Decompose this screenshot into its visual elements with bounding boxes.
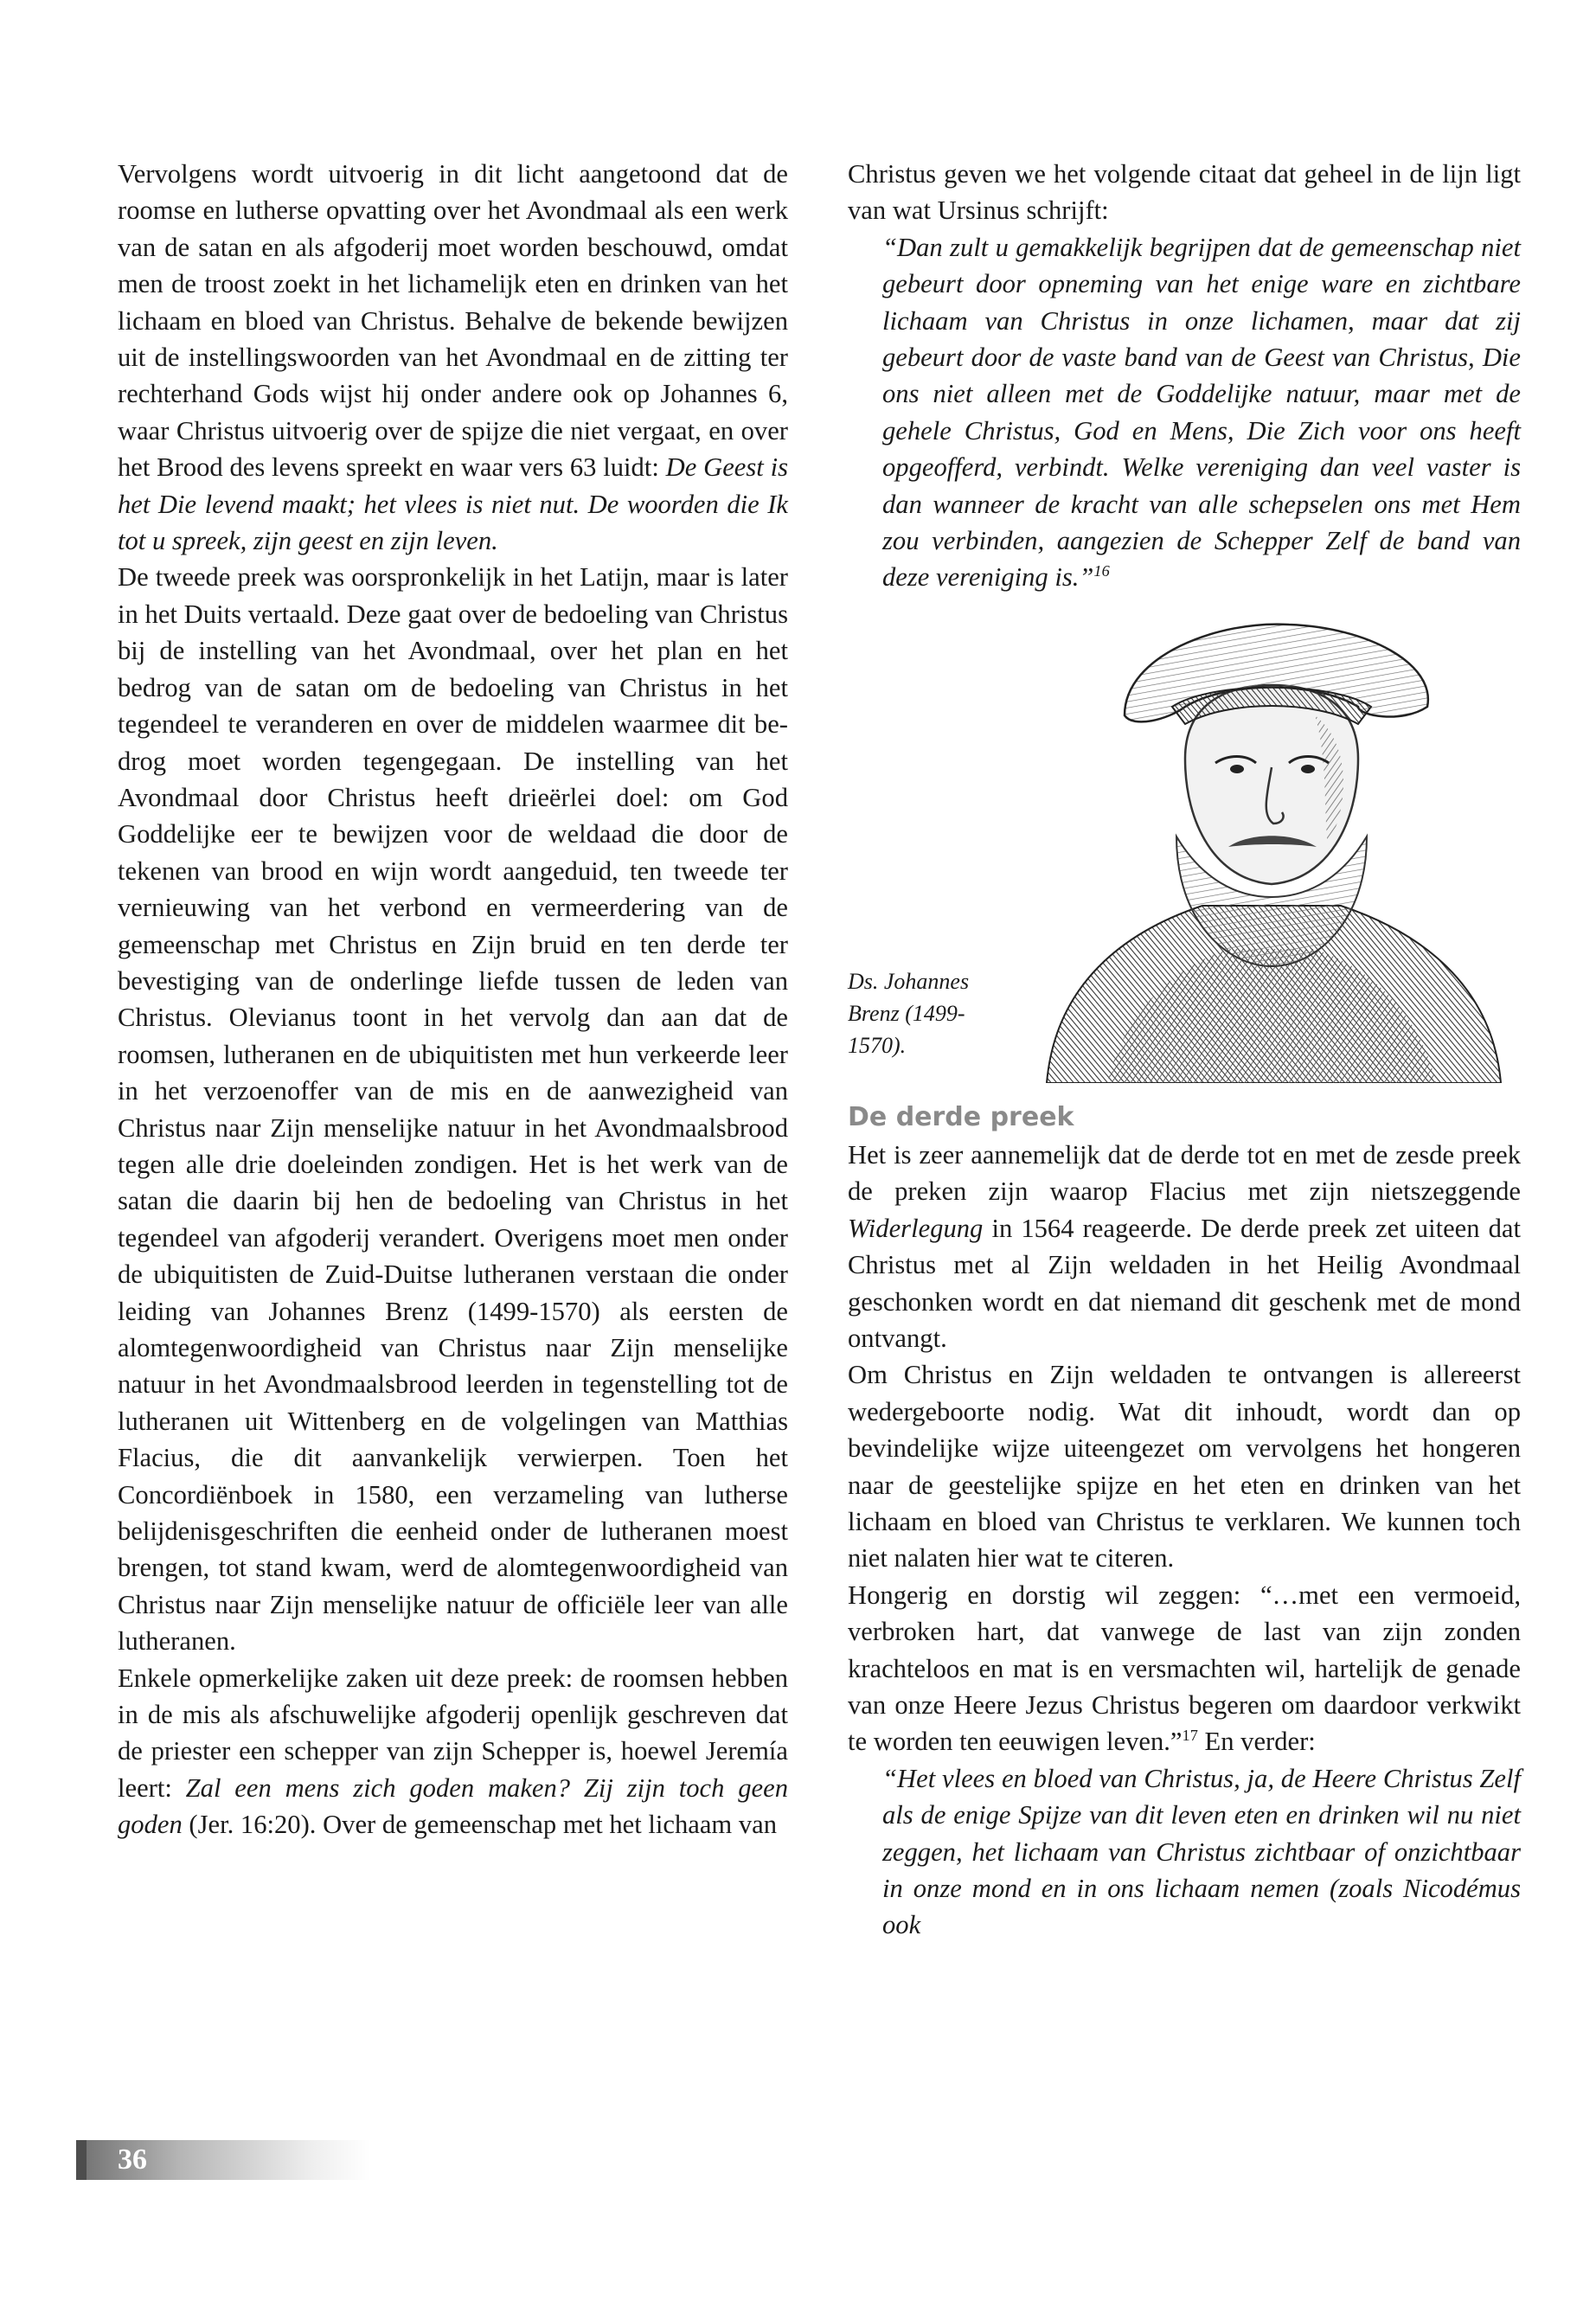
page-number: 36 [118, 2144, 147, 2176]
paragraph-2: De tweede preek was oorspronkelijk in het Latijn, maar is later in het Duits vertaald. Deze gaat over de bedoeling van Christus bij de instelling van het Avondmaal, over het plan en het bedrog van de satan om de bedoeling van Christus in het tegendeel te veranderen en over de middelen waarmee dit bedrog moet worden tegengegaan. De instelling van het Avondmaal door Christus heeft drieërlei doel: om God Goddelijke eer te bewijzen voor de weldaad die door de tekenen van brood en wijn wordt aangeduid, ten tweede ter vernieuwing van het verbond en vermeerdering van de gemeenschap met Christus en Zijn bruid en ten derde ter bevestiging van de onderlinge liefde tussen de leden van Christus. Olevianus toont in het vervolg dan aan dat de roomsen, lutheranen en de ubiquitisten met hun verkeerde leer in het verzoenoffer van de mis en de aanwezigheid van Christus naar Zijn menselijke natuur in het Avondmaalsbrood tegen alle drie doeleinden zondigen. Het is het werk van de satan die daarin bij hen de bedoeling van Christus in het tegendeel van afgoderij verandert. Overigens moet men onder de ubiquitisten de Zuid-Duitse lutheranen verstaan die onder leiding van Johannes Brenz (1499-1570) als eersten de alomtegenwoordigheid van Christus naar Zijn menselijke natuur in het Avondmaalsbrood leerden in tegenstelling tot de lutheranen uit Wittenberg en de volgelingen van Matthias Flacius, die dit aanvankelijk verwierpen. Toen het Concordiënboek in 1580, een verzameling van lutherse belijdenisgeschriften die eenheid onder de lutheranen moest brengen, tot stand kwam, werd de alomtegenwoordigheid van Christus naar Zijn menselijke natuur de officiële leer van alle lutheranen. [118, 562, 788, 1657]
block-quote-ursinus: “Dan zult u gemakkelijk begrijpen dat de gemeenschap niet gebeurt door opneming van het enige ware en zichtbare lichaam van Christus in onze lichamen, maar dat zij gebeurt door de vaste band van de Geest van Christus, Die ons niet alleen met de Goddelijke natuur, maar met de gehele Christus, God en Mens, Die Zich voor ons heeft opgeofferd, verbindt. Welke vereniging dan veel vaster is dan wanneer de kracht van alle schepselen ons met Hem zou verbinden, aangezien de Schepper Zelf de band van deze vereniging is.”$^{16}$ [882, 232, 1521, 593]
paragraph-3: Enkele opmerkelijke zaken uit deze preek: de roomsen hebben in de mis als afschuwelijke afgoderij openlijk geschreven dat de priester een schepper van zijn Schepper is, hoewel Jeremía leert: Zal een mens zich goden maken? Zij zijn toch geen goden (Jer. 16:20). Over de gemeenschap met het lichaam van [118, 1663, 789, 1840]
scripture-quote-jeremiah: Zal een mens zich goden maken? Zij zijn toch geen goden [118, 1772, 789, 1840]
footer-bar-edge [76, 2140, 87, 2180]
block-quote-vlees-en-bloed: “Het vlees en bloed van Christus, ja, de Heere Christus Zelf als de enige Spijze van dit leven eten en drinken wil nu niet zeggen, het lichaam van Christus zichtbaar of onzichtbaar in onze mond en in ons lichaam nemen (zoals Nicodémus ook [882, 1763, 1521, 1940]
right-column [848, 156, 1521, 1944]
portrait-figure [848, 615, 1521, 1086]
section-heading: De derde preek [848, 1101, 1074, 1132]
paragraph-derde-preek: Het is zeer aannemelijk dat de derde tot en met de zesde preek de preken zijn waarop Flacius met zijn nietszeggende Widerlegung in 1564 reageerde. De derde preek zet uiteen dat Christus met al Zijn weldaden in het Heilig Avondmaal geschonken wordt en dat niemand dit geschenk met de mond ontvangt. [848, 1139, 1521, 1353]
portrait-caption: Ds. Johannes Brenz (1499-1570). [848, 968, 970, 1058]
paragraph-hongerig: Hongerig en dorstig wil zeggen: “…met een vermoeid, verbroken hart, dat vanwege de last van zijn zonden krachteloos en mat is en versmachten wil, hartelijk de genade van onze Heere Jezus Christus begeren om daardoor verkwikt te worden ten eeuwigen leven.”$^{17}$ En verder: [848, 1580, 1521, 1757]
portrait-image [1029, 620, 1514, 1083]
title-widerlegung: Widerlegung [848, 1213, 984, 1243]
paragraph-1: Vervolgens wordt uitvoerig in dit licht aangetoond dat de roomse en lutherse opvatting over het Avondmaal als een werk van de satan en als afgoderij moet worden beschouwd, omdat men de troost zoekt in het lichamelijk eten en drinken van het lichaam en bloed van Christus. Behalve de bekende bewijzen uit de instellingswoorden van het Avondmaal en de zitting ter rechterhand Gods wijst hij onder andere ook op Johannes 6, waar Christus uitvoerig over de spijze die niet vergaat, en over het Brood des levens spreekt en waar vers 63 luidt: De Geest is het Die levend maakt; het vlees is niet nut. De woorden die Ik tot u spreek, zijn geest en zijn leven. [118, 159, 788, 556]
scripture-quote-john: De Geest is het Die levend maakt; het vlees is niet nut. De woorden die Ik tot u spreek, zijn geest en zijn leven. [118, 452, 788, 556]
left-column [118, 156, 788, 1843]
footnote-ref: 16 [1093, 562, 1110, 580]
paragraph-wedergeboorte: Om Christus en Zijn weldaden te ontvangen is allereerst wedergeboorte nodig. Wat dit inhoudt, wordt dan op bevindelijke wijze uiteengezet om vervolgens het hongeren naar de geestelijke spijze en het eten en drinken van het lichaam en bloed van Christus te verklaren. We kunnen toch niet nalaten hier wat te citeren. [848, 1360, 1521, 1574]
paragraph-intro: Christus geven we het volgende citaat dat geheel in de lijn ligt van wat Ursinus schrijft: [848, 159, 1521, 226]
footnote-ref: 17 [1182, 1727, 1198, 1745]
